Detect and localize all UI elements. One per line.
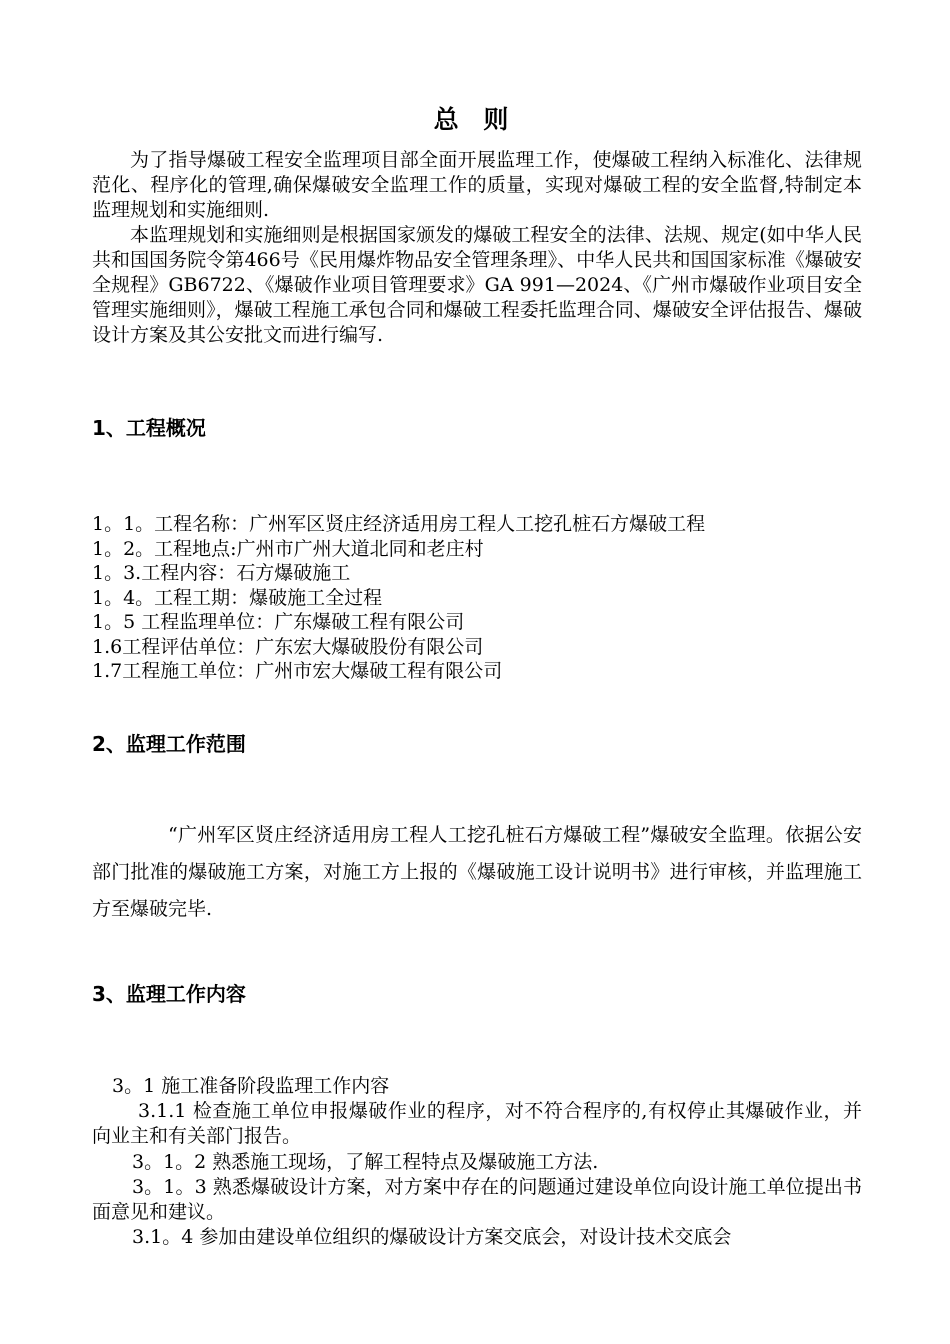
content-item: 3.1。4 参加由建设单位组织的爆破设计方案交底会，对设计技术交底会 xyxy=(132,1226,732,1248)
scope-paragraph: “广州军区贤庄经济适用房工程人工挖孔桩石方爆破工程”爆破安全监理。依据公安部门批准的爆破施工方案，对施工方上报的《爆破施工设计说明书》进行审核，并监理施工方至爆破完毕. xyxy=(92,824,862,920)
page-title: 总 则 xyxy=(433,105,517,134)
list-item: 1。4。工程工期：爆破施工全过程 xyxy=(92,586,383,609)
project-overview-list xyxy=(92,512,862,684)
content-item: 3.1.1 检查施工单位申报爆破作业的程序，对不符合程序的,有权停止其爆破作业，并向业主和有关部门报告。 xyxy=(92,1100,862,1147)
list-item: 1.7工程施工单位：广州市宏大爆破工程有限公司 xyxy=(92,660,503,682)
section-1-heading: 1、工程概况 xyxy=(92,416,206,440)
list-item: 1。2。工程地点:广州市广州大道北同和老庄村 xyxy=(92,537,484,560)
content-item: 3。1。3 熟悉爆破设计方案，对方案中存在的问题通过建设单位向设计施工单位提出书面意见和建议。 xyxy=(92,1176,862,1223)
section-3-1-heading: 3。1 施工准备阶段监理工作内容 xyxy=(112,1075,390,1097)
section-3-heading: 3、监理工作内容 xyxy=(92,982,246,1006)
section-2-heading: 2、监理工作范围 xyxy=(92,732,246,756)
list-item: 1。5 工程监理单位：广东爆破工程有限公司 xyxy=(92,611,465,633)
content-item: 3。1。2 熟悉施工现场，了解工程特点及爆破施工方法. xyxy=(132,1151,599,1173)
intro-paragraph-2: 本监理规划和实施细则是根据国家颁发的爆破工程安全的法律、法规、规定(如中华人民共和国国务院令第466号《民用爆炸物品安全管理条理》、中华人民共和国国家标准《爆破安全规程》GB6722、《爆破作业项目管理要求》GA 991—2024、《广州市爆破作业项目安全管理实施细则》，爆破工程施工承包合同和爆破工程委托监理合同、爆破安全评估报告、爆破设计方案及其公安批文而进行编写. xyxy=(92,224,862,346)
intro-paragraph-1: 为了指导爆破工程安全监理项目部全面开展监理工作，使爆破工程纳入标准化、法律规范化、程序化的管理,确保爆破安全监理工作的质量，实现对爆破工程的安全监督,特制定本监理规划和实施细则. xyxy=(92,149,862,221)
list-item: 1。3.工程内容：石方爆破施工 xyxy=(92,562,351,584)
list-item: 1.6工程评估单位：广东宏大爆破股份有限公司 xyxy=(92,635,484,658)
list-item: 1。1。工程名称：广州军区贤庄经济适用房工程人工挖孔桩石方爆破工程 xyxy=(92,513,706,535)
